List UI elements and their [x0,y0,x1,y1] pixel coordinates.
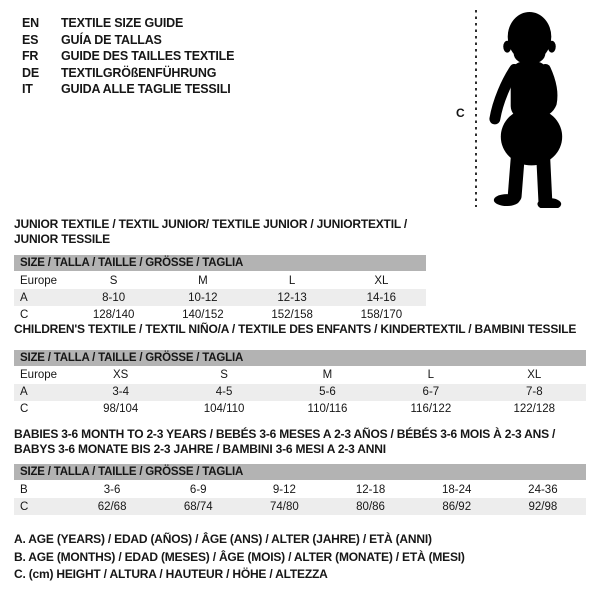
size-cell: 128/140 [92,308,135,321]
table-title-line: JUNIOR TEXTILE / TEXTIL JUNIOR/ TEXTILE JUNIOR / JUNIORTEXTIL / JUNIOR TESSILE [14,217,408,246]
size-table [14,464,586,515]
baby-hips [501,108,562,165]
row-label-cell: Europe [20,274,58,287]
language-title: GUIDE DES TAILLES TEXTILE [61,49,235,63]
row-label-cell: A [20,386,28,398]
size-cell: 62/68 [97,500,127,513]
size-cell: 7-8 [525,386,543,398]
size-cell: M [322,369,333,381]
row-label-cell: C [20,308,29,321]
size-cell: XS [113,369,129,381]
row-label-cell: C [20,500,29,513]
table-row [14,481,586,499]
table-title-line: CHILDREN'S TEXTILE / TEXTIL NIÑO/A / TEXTILE DES ENFANTS / KINDERTEXTIL / BAMBINI TESSILE [14,322,577,336]
size-cell: 122/128 [513,403,556,415]
size-cell: 80/86 [356,500,385,513]
size-cell: 12-13 [277,291,307,304]
size-cell: 24-36 [528,483,558,496]
size-cell: 12-18 [355,483,386,496]
size-cell: 92/98 [528,500,558,513]
size-cell: 86/92 [442,500,472,513]
size-cell: 3-6 [103,483,121,496]
size-cell: 6-7 [422,386,440,398]
size-cell: L [427,369,435,381]
size-table [14,350,586,418]
baby-silhouette-shapes [494,12,562,208]
size-table-section-1 [14,217,426,323]
language-header [22,15,234,98]
table-row [14,498,586,515]
size-cell: 116/122 [410,403,452,415]
footnote-line: C. (cm) HEIGHT / ALTURA / HAUTEUR / HÖHE / ALTEZZA [14,567,328,581]
footnotes [14,531,465,584]
size-table-section-2 [14,322,586,418]
table-row [14,272,426,290]
size-band: SIZE / TALLA / TAILLE / GRÖSSE / TAGLIA [14,464,586,481]
table-row [14,384,586,401]
baby-jaw [514,43,546,65]
language-code: ES [22,32,39,47]
height-measure-line-icon [475,10,477,207]
size-cell: 74/80 [270,500,299,513]
size-band: SIZE / TALLA / TAILLE / GRÖSSE / TAGLIA [14,350,586,367]
baby-ear-left [503,41,511,53]
table-title-line: BABIES 3-6 MONTH TO 2-3 YEARS / BEBÉS 3-6 MESES A 2-3 AÑOS / BÉBÉS 3-6 MOIS À 2-3 ANS / [14,427,556,441]
language-code: DE [22,65,39,80]
size-cell: 10-12 [188,291,218,304]
measure-c-label: C [456,106,465,120]
size-cell: 14-16 [366,291,397,304]
language-title: TEXTILGRÖßENFÜHRUNG [61,65,217,80]
language-row [22,15,234,32]
footnote-line: A. AGE (YEARS) / EDAD (AÑOS) / ÂGE (ANS) / ALTER (JAHRE) / ETÀ (ANNI) [14,532,432,546]
row-label-cell: A [20,291,28,304]
size-cell: 98/104 [103,403,139,415]
baby-leg-left [515,159,518,197]
size-cell: S [109,274,118,287]
row-label-cell: C [20,403,29,415]
size-band: SIZE / TALLA / TAILLE / GRÖSSE / TAGLIA [14,255,426,272]
size-cell: 5-6 [319,386,336,398]
table-row [14,366,586,384]
size-cell: S [220,369,228,381]
language-title: TEXTILE SIZE GUIDE [61,16,184,30]
baby-foot-left [494,194,520,206]
size-cell: 9-12 [272,483,296,496]
row-label-cell: Europe [20,369,58,381]
size-cell: 104/110 [203,403,245,415]
footnote-line: B. AGE (MONTHS) / EDAD (MESES) / ÂGE (MOIS) / ALTER (MONATE) / ETÀ (MESI) [14,549,465,564]
row-label-cell: B [20,483,28,496]
language-code: FR [22,49,39,63]
table-row [14,306,426,323]
language-code: IT [22,82,33,96]
language-row [22,48,234,65]
table-row [14,289,426,306]
baby-silhouette-icon [483,10,578,208]
baby-figure [452,10,587,210]
size-table-section-3 [14,427,586,515]
language-code: EN [22,16,39,30]
size-cell: XL [527,369,542,381]
baby-ear-right [548,41,556,53]
table-title [14,427,586,456]
table-title-line: BABYS 3-6 MONATE BIS 2-3 JAHRE / BAMBINI 3-6 MESI A 2-3 ANNI [14,441,386,456]
size-cell: L [288,274,296,287]
table-title [14,322,586,337]
size-cell: XL [374,274,389,287]
size-cell: M [198,274,208,287]
size-cell: 110/116 [307,403,348,415]
size-cell: 68/74 [183,500,213,513]
size-cell: 3-4 [112,386,129,398]
language-row [22,65,234,82]
language-row [22,32,234,49]
size-cell: 152/158 [271,308,313,321]
table-title [14,217,426,246]
size-cell: 8-10 [102,291,126,304]
size-cell: 4-5 [215,386,233,398]
size-cell: 6-9 [189,483,207,496]
size-cell: 140/152 [182,308,224,321]
language-title: GUIDA ALLE TAGLIE TESSILI [61,82,231,96]
size-cell: 158/170 [360,308,403,321]
language-row [22,81,234,98]
baby-leg-right [543,160,545,201]
size-cell: 18-24 [441,483,472,496]
table-row [14,401,586,418]
size-table [14,255,426,323]
language-title: GUÍA DE TALLAS [61,32,162,47]
